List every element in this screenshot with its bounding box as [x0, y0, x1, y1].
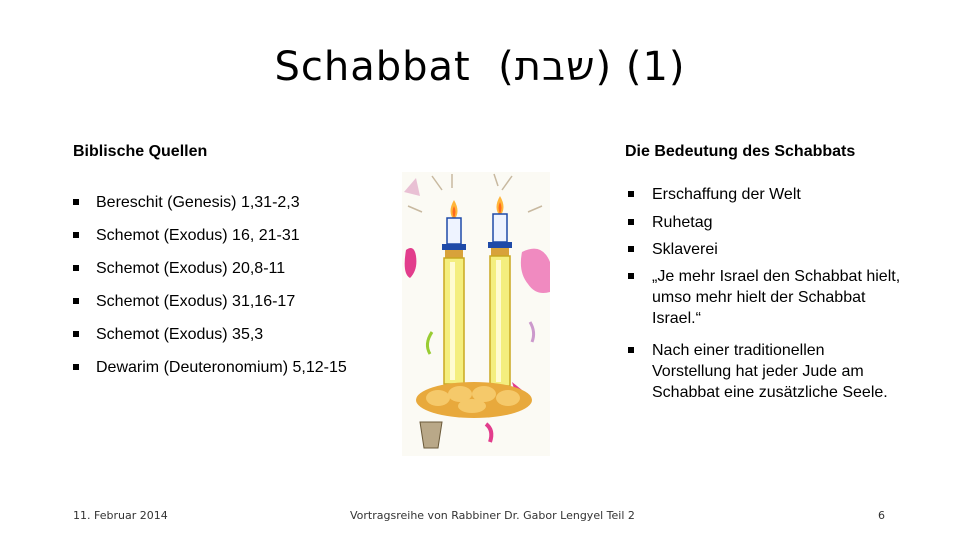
list-item: Bereschit (Genesis) 1,31-2,3: [73, 192, 363, 213]
bullet-icon: [73, 331, 79, 337]
bullet-icon: [628, 347, 634, 353]
left-column-heading: Biblische Quellen: [73, 143, 208, 160]
bullet-icon: [628, 273, 634, 279]
bullet-icon: [73, 265, 79, 271]
title-hebrew: (שבת): [498, 44, 613, 90]
list-item: Schemot (Exodus) 20,8-11: [73, 258, 363, 279]
title-latin: Schabbat: [274, 44, 471, 90]
footer-date: 11. Februar 2014: [73, 509, 168, 522]
title-number: (1): [625, 44, 686, 90]
list-item: Sklaverei: [627, 239, 902, 260]
bullet-icon: [73, 298, 79, 304]
footer-series: Vortragsreihe von Rabbiner Dr. Gabor Lengyel Teil 2: [350, 509, 635, 522]
slide-title: [0, 44, 960, 90]
bullet-icon: [628, 191, 634, 197]
right-column-heading: Die Bedeutung des Schabbats: [625, 143, 856, 160]
bullet-icon: [628, 246, 634, 252]
kiddush-cup: [420, 422, 442, 448]
meaning-list: [627, 184, 902, 403]
list-item: „Je mehr Israel den Schabbat hielt, umso mehr hielt der Schabbat Israel.“: [627, 266, 902, 329]
bullet-icon: [73, 232, 79, 238]
list-item: Ruhetag: [627, 212, 902, 233]
list-item: Dewarim (Deuteronomium) 5,12-15: [73, 357, 363, 378]
biblical-sources-list: [73, 192, 363, 390]
list-item: Schemot (Exodus) 16, 21-31: [73, 225, 363, 246]
list-item: Schemot (Exodus) 35,3: [73, 324, 363, 345]
bullet-icon: [73, 364, 79, 370]
bullet-icon: [628, 219, 634, 225]
shabbat-candles-icon: [402, 172, 550, 456]
list-item: Nach einer traditionellen Vorstellung hat jeder Jude am Schabbat eine zusätzliche Seele.: [627, 340, 902, 403]
list-item: Erschaffung der Welt: [627, 184, 902, 205]
list-item: Schemot (Exodus) 31,16-17: [73, 291, 363, 312]
bullet-icon: [73, 199, 79, 205]
page-number: 6: [878, 509, 885, 522]
